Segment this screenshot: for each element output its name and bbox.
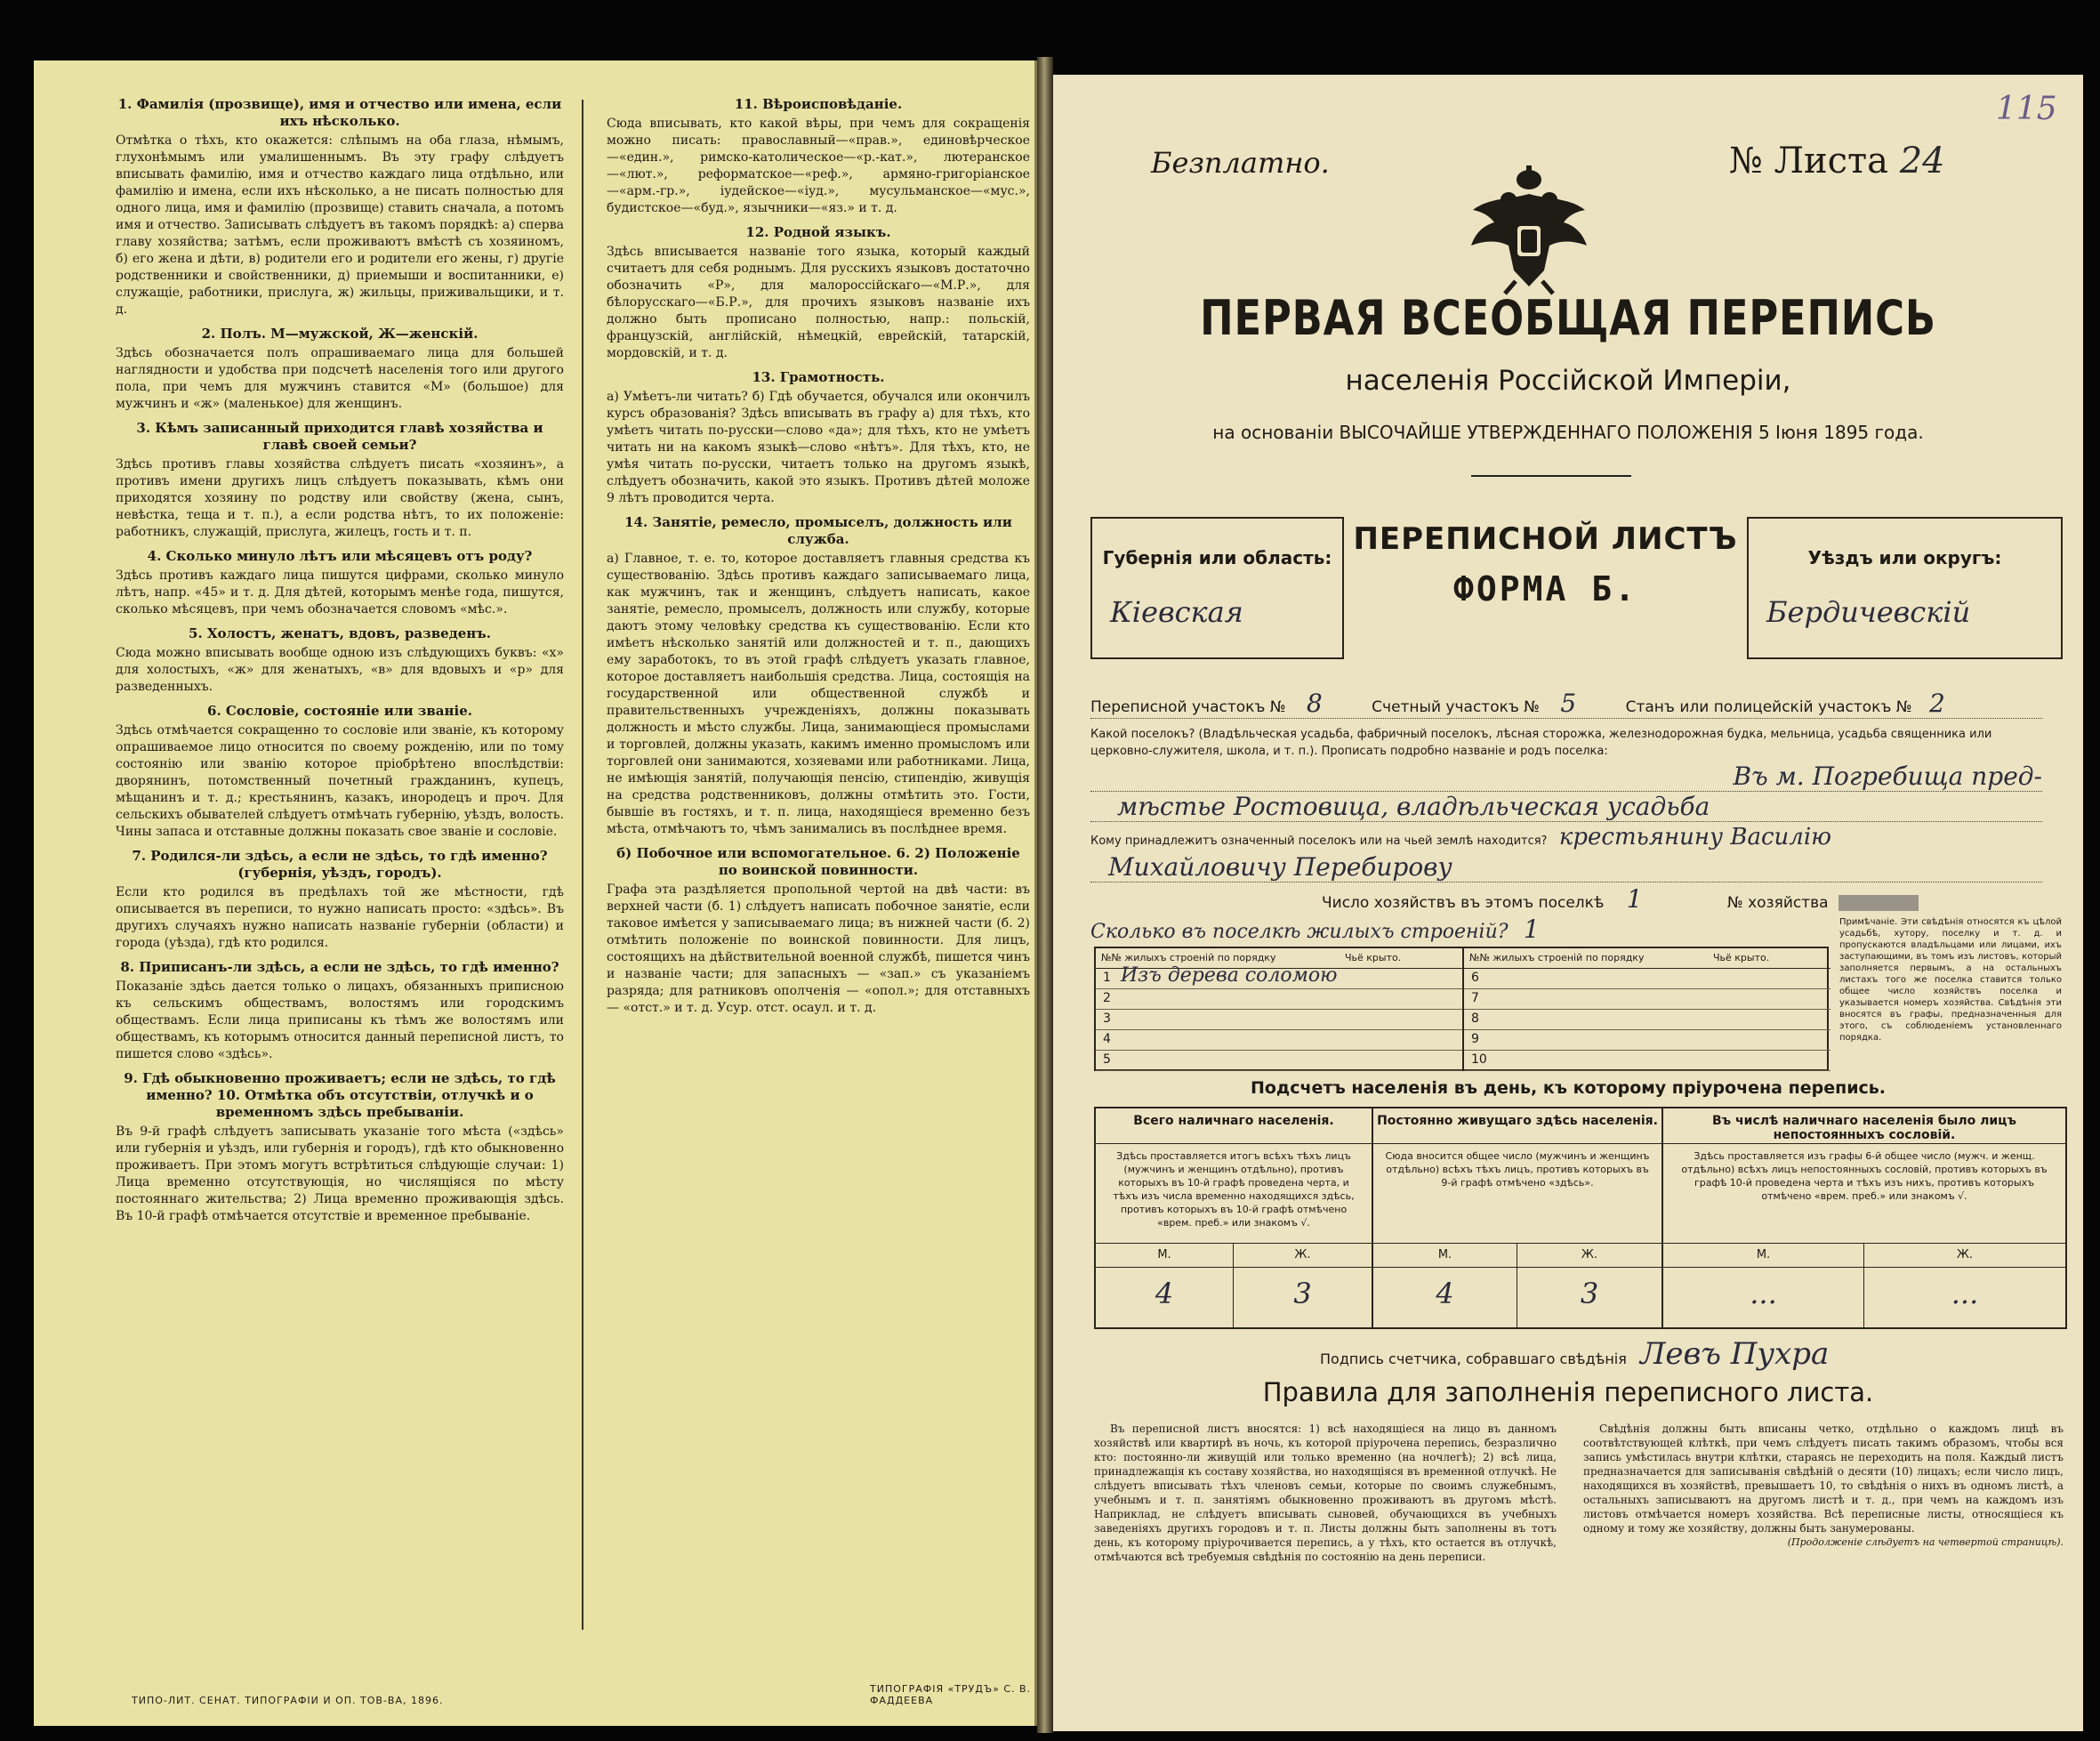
- instruction-section: [116, 625, 564, 696]
- printer-imprint-right: ТИПОГРАФІЯ «ТРУДЪ» С. В. ФАДДЕЕВА: [870, 1683, 1032, 1706]
- free-label: Безплатно.: [1151, 146, 1330, 180]
- building-row: [1096, 1009, 1462, 1030]
- instruction-section: [607, 96, 1030, 217]
- counting-district-label: Счетный участокъ №: [1372, 698, 1540, 716]
- female-count-value[interactable]: ...: [1951, 1277, 1979, 1310]
- archive-pencil-mark: 115: [1996, 91, 2057, 127]
- sheet-number-label: № Листа: [1729, 141, 1888, 181]
- buildings-table: [1094, 947, 1829, 1071]
- gubernia-value[interactable]: Кіевская: [1110, 595, 1243, 629]
- building-row: [1464, 1029, 1830, 1051]
- instruction-heading: 1. Фамилія (прозвище), имя и отчество или имена, если ихъ нѣсколько.: [117, 96, 562, 129]
- buildings-label: Сколько въ поселкѣ жилыхъ строеній?: [1090, 921, 1509, 943]
- building-row: [1096, 1050, 1462, 1071]
- instruction-text: Если кто родился въ предѣлахъ той же мѣстности, гдѣ описывается въ переписи, то нужно написать просто: «здѣсь». Въ другихъ случаяхъ нужно написать названіе губерніи (области) и города (уѣзда), гдѣ кто родился.: [116, 885, 564, 950]
- building-row-number: 5: [1103, 1052, 1111, 1067]
- roof-header-2: Чьё крыто.: [1713, 952, 1770, 963]
- rules-continued-note: (Продолженіе слѣдуетъ на четвертой страницѣ).: [1787, 1536, 2064, 1548]
- male-count-cell: [1373, 1244, 1517, 1329]
- column-divider: [582, 100, 583, 1630]
- population-count-table: [1094, 1107, 2067, 1329]
- instruction-section: [116, 548, 564, 618]
- counting-district-value[interactable]: 5: [1560, 689, 1577, 718]
- instruction-section: [116, 326, 564, 413]
- buildings-note: Примѣчаніе. Эти свѣдѣнія относятся къ цѣлой усадьбѣ, хутору, поселку и т. д. и пропускаются владѣльцами или лицами, ихъ заступающими, въ томъ изъ листовъ, который заполняется первымъ, а на остальныхъ листахъ того же поселка ставится только общее число хозяйствъ поселка и указывается номеръ хозяйства. Свѣдѣнія эти вносятся въ графы, предназначенныя для этого, съ соблюденіемъ установленнаго порядка.: [1839, 917, 2062, 1043]
- male-count-label: М.: [1096, 1244, 1233, 1268]
- instruction-heading: 11. Вѣроисповѣданіе.: [734, 96, 903, 112]
- count-column-header: Всего наличнаго населенія.: [1096, 1108, 1372, 1144]
- settlement-line-2: [1090, 792, 2042, 822]
- signature-label: Подпись счетчика, собравшаго свѣдѣнія: [1320, 1350, 1627, 1367]
- instruction-heading: 7. Родился-ли здѣсь, а если не здѣсь, то гдѣ именно? (губернія, уѣздъ, городъ).: [132, 848, 548, 881]
- building-row-value[interactable]: Изъ дерева соломою: [1121, 964, 1338, 987]
- stan-label: Станъ или полицейскій участокъ №: [1625, 698, 1912, 716]
- instruction-text: Здѣсь противъ главы хозяйства слѣдуетъ писать «хозяинъ», а противъ имени другихъ лицъ слѣдуетъ показывать, кѣмъ они приходятся хозяину по родству или свойству (жена, сынъ, невѣстка, теща и т. п.), а если родства нѣтъ, то их положеніе: работникъ, служащій, прислуга, жилецъ, гость и т. п.: [116, 457, 564, 539]
- instruction-text: а) Умѣетъ-ли читать? б) Гдѣ обучается, обучался или окончилъ курсъ образованія? Здѣсь вписывать въ графу а) для тѣхъ, кто умѣетъ читать по-русски—слово «да»; для тѣхъ, кто не умѣетъ читать ни на какомъ языкѣ—слово «нѣтъ». Для тѣхъ, кто, не умѣя читать по-русски, читаетъ только на другомъ языкѣ, слѣдуетъ обозначить, какой это языкъ. Противъ дѣтей моложе 9 лѣтъ проводится черта.: [607, 390, 1030, 505]
- male-count-cell: [1096, 1244, 1234, 1329]
- female-count-cell: [1234, 1244, 1372, 1329]
- male-count-label: М.: [1663, 1244, 1863, 1268]
- instruction-section: [116, 959, 564, 1063]
- count-column-header: Постоянно живущаго здѣсь населенія.: [1373, 1108, 1661, 1144]
- building-row: [1464, 968, 1830, 989]
- instruction-heading: 2. Полъ. М—мужской, Ж—женскій.: [201, 326, 479, 342]
- instruction-heading: 9. Гдѣ обыкновенно проживаетъ; если не здѣсь, то гдѣ именно? 10. Отмѣтка объ отсутствіи, отлучкѣ и о временномъ здѣсь пребываніи.: [124, 1070, 556, 1120]
- male-count-value[interactable]: 4: [1436, 1277, 1454, 1310]
- count-column-description: Здѣсь проставляется изъ графы 6-й общее число (мужч. и женщ. отдѣльно) всѣхъ лицъ непостоянныхъ сословій, противъ которыхъ въ графѣ 10-й проведена черта и тѣхъ изъ нихъ, противъ которыхъ отмѣчено «врем. преб.» или знакомъ √.: [1663, 1144, 2065, 1244]
- building-row-number: 1: [1103, 971, 1111, 985]
- instruction-section: [116, 420, 564, 541]
- settlement-label: Какой поселокъ? (Владѣльческая усадьба, фабричный поселокъ, лѣсная сторожка, железнодорожная будка, мельница, усадьба священника или церковно-служителя, школа, и т. п.). Прописать подробно названіе и родъ поселка:: [1090, 728, 1992, 758]
- building-row-number: 6: [1471, 971, 1479, 985]
- count-column: [1373, 1108, 1663, 1327]
- instruction-heading: 6. Сословіе, состояніе или званіе.: [207, 703, 472, 719]
- instruction-heading: 12. Родной языкъ.: [745, 224, 891, 240]
- gubernia-label: Губернія или область:: [1102, 547, 1332, 568]
- household-no-redacted: [1839, 895, 1919, 911]
- instruction-text: Сюда вписывать, кто какой вѣры, при чемъ для сокращенія можно писать: православный—«прав.», единовѣрческое—«един.», римско-католическое—«р.-кат.», лютеранское—«лют.», реформатское—«реф.», армяно-григоріанское—«арм.-гр.», іудейское—«іуд.», мусульманское—«мус.», будистское—«буд.», язычники—«яз.» и т. д.: [607, 117, 1030, 215]
- instruction-text: Въ 9-й графѣ слѣдуетъ записывать указаніе того мѣста («здѣсь» или губернія и уѣздъ, или губернія и городъ), гдѣ кто обыкновенно проживаетъ. При этомъ могутъ встрѣтиться слѣдующіе случаи: 1) Лица временно отсутствующія, но числящіяся по мѣсту постояннаго жительства; 2) Лица временно проживающія здѣсь. Въ 10-й графѣ отмѣчается отсутствіе и временное пребываніе.: [116, 1124, 564, 1223]
- instruction-text: Сюда можно вписывать вообще одною изъ слѣдующихъ буквъ: «х» для холостыхъ, «ж» для женатыхъ, «в» для вдовыхъ и «р» для разведенныхъ.: [116, 646, 564, 694]
- building-row-number: 9: [1471, 1032, 1479, 1046]
- uezd-value[interactable]: Бердичевскій: [1766, 595, 1971, 629]
- rules-right-text: Свѣдѣнія должны быть вписаны четко, отдѣльно о каждомъ лицѣ въ соотвѣтствующей клѣткѣ, при чемъ слѣдуетъ писать такимъ образомъ, чтобы вся запись умѣстилась внутри клѣтки, стараясь не переходить на поля. Каждый листъ предназначается для записыванія свѣдѣній о десяти (10) лицахъ; если число лицъ, находящихся въ хозяйствѣ, превышаетъ 10, то свѣдѣнія о нихъ въ одномъ листѣ, а остальныхъ записываютъ на другомъ листѣ и т. д., при чемъ на каждомъ изъ листовъ отмѣчается номеръ хозяйства. Всѣ переписные листы, относящіеся къ одному и тому же хозяйству, должны быть занумерованы.: [1583, 1423, 2064, 1535]
- document-subtitle: населенія Россійской Имперіи,: [1345, 365, 1791, 397]
- instruction-section: [116, 1070, 564, 1225]
- instruction-section: [607, 845, 1030, 1017]
- building-no-header-2: №№ жилыхъ строеній по порядку: [1469, 952, 1645, 963]
- count-column-description: Сюда вносится общее число (мужчинъ и женщинъ отдѣльно) всѣхъ тѣхъ лицъ, противъ которыхъ въ 9-й графѣ отмѣчено «здѣсь».: [1373, 1144, 1661, 1244]
- female-count-cell: [1864, 1244, 2065, 1329]
- instruction-heading: 4. Сколько минуло лѣтъ или мѣсяцевъ отъ роду?: [147, 548, 533, 564]
- instruction-heading: 14. Занятіе, ремесло, промыселъ, должность или служба.: [624, 514, 1012, 547]
- legal-basis: на основаніи ВЫСОЧАЙШЕ УТВЕРЖДЕННАГО ПОЛОЖЕНІЯ 5 Іюня 1895 года.: [1212, 422, 1924, 443]
- instruction-text: Здѣсь противъ каждаго лица пишутся цифрами, сколько минуло лѣтъ, напр. «45» и т. д. Для дѣтей, которымъ менѣе года, пишутся, сколько мѣсяцевъ, при чемъ обозначается словомъ «мѣс.».: [116, 568, 564, 617]
- building-row: [1464, 988, 1830, 1010]
- settlement-value-1[interactable]: Въ м. Погребища пред-: [1733, 762, 2042, 791]
- sheet-number: [1729, 141, 1945, 181]
- building-row: [1464, 1050, 1830, 1071]
- uezd-box: [1747, 517, 2063, 659]
- owner-label: Кому принадлежитъ означенный поселокъ или на чьей землѣ находится?: [1090, 834, 1548, 848]
- instruction-text: Здѣсь вписывается названіе того языка, который каждый считаетъ для себя роднымъ. Для русскихъ языковъ достаточно обозначить «Р», для малороссійскаго—«М.Р.», для бѣлорусскаго—«Б.Р.», для прочихъ языковъ названіе ихъ должно быть прописано полностью, напр.: польскій, французскій, англійскій, нѣмецкій, еврейскій, татарскій, мордовскій, и т. д.: [607, 245, 1030, 360]
- roof-header: Чьё крыто.: [1345, 952, 1402, 963]
- instruction-heading: 3. Кѣмъ записанный приходится главѣ хозяйства и главѣ своей семьи?: [136, 420, 543, 453]
- female-count-label: Ж.: [1234, 1244, 1372, 1268]
- imperial-eagle-icon: [1462, 164, 1596, 297]
- census-district-label: Переписной участокъ №: [1090, 698, 1286, 716]
- instruction-heading: б) Побочное или вспомогательное. 6. 2) Положеніе по воинской повинности.: [616, 845, 1020, 878]
- female-count-value[interactable]: 3: [1293, 1277, 1312, 1310]
- settlement-value-2[interactable]: мѣстье Ростовица, владѣльческая усадьба: [1117, 792, 1710, 821]
- instruction-heading: 8. Приписанъ-ли здѣсь, а если не здѣсь, то гдѣ именно?: [120, 959, 559, 975]
- households-label: Число хозяйствъ въ этомъ поселкѣ: [1322, 894, 1605, 912]
- instruction-section: [116, 96, 564, 318]
- population-count-title: Подсчетъ населенія въ день, къ которому пріурочена перепись.: [1250, 1078, 1887, 1098]
- rules-title: Правила для заполненія переписного листа.: [1262, 1377, 1874, 1407]
- document-title: ПЕРВАЯ ВСЕОБЩАЯ ПЕРЕПИСЬ: [1200, 290, 1936, 346]
- instructions-column-1: [116, 96, 573, 1644]
- instruction-text: Отмѣтка о тѣхъ, кто окажется: слѣпымъ на оба глаза, нѣмымъ, глухонѣмымъ или умалишеннымъ. Въ эту графу слѣдуетъ вписывать фамилію, имя и отчество каждаго лица отдѣльно, или фамилію и имена, если ихъ нѣсколько, а не писать полностью для одного лица, имя и фамилію (прозвище) ставить сначала, а потомъ имя и отчество. Записывать слѣдуетъ въ такомъ порядкѣ: а) сперва главу хозяйства; затѣмъ, если проживаютъ вмѣстѣ съ хозяиномъ, б) его жена и дѣти, в) родители его и родители его жены, г) другіе родственники и свойственники, д) приемыши и воспитанники, е) служащіе, работники, прислуга, ж) жильцы, приживальщики, и т. д.: [116, 133, 564, 317]
- count-column: [1663, 1108, 2065, 1327]
- instruction-text: Показаніе здѣсь дается только о лицахъ, обязанныхъ приписною къ сельскимъ обществамъ, волостямъ или городскимъ обществамъ. Если лица приписаны къ тѣмъ же волостямъ или обществамъ, къ которымъ относится данный переписной листъ, то пишется слово «здѣсь».: [116, 979, 564, 1061]
- title-divider: [1471, 475, 1631, 477]
- count-column-description: Здѣсь проставляется итогъ всѣхъ тѣхъ лицъ (мужчинъ и женщинъ отдѣльно), противъ которыхъ въ 10-й графѣ проведена черта, и тѣхъ изъ числа временно находящихся здѣсь, противъ которыхъ въ 10-й графѣ отмѣчено «врем. преб.» или знакомъ √.: [1096, 1144, 1372, 1244]
- households-line: [1090, 884, 2042, 915]
- instructions-column-2: [592, 96, 1030, 1644]
- district-line: [1090, 689, 2042, 719]
- enumerator-signature-line: [1320, 1336, 2049, 1372]
- form-label: ФОРМА Б.: [1452, 569, 1638, 609]
- sheet-form-header: [1342, 509, 1749, 660]
- owner-line-2: [1090, 852, 2042, 883]
- building-row: [1096, 988, 1462, 1010]
- instruction-text: Графа эта раздѣляется пропольной чертой на двѣ части: въ верхней части (б. 1) слѣдуетъ написать побочное занятіе, если таковое имѣется у записываемаго лица; въ нижней части (б. 2) отмѣтить положеніе по воинской повинности. Для лицъ, состоящихъ на дѣйствительной военной службѣ, пишется чинъ и названіе части; для запасныхъ — «зап.» съ указаніемъ разряда; для ратниковъ ополченія — «опол.»; для отставныхъ — «отст.» и т. д. Усур. отст. осаул. и т. д.: [607, 883, 1030, 1015]
- uezd-label: Уѣздъ или округъ:: [1807, 547, 2002, 568]
- instruction-section: [607, 369, 1030, 507]
- rules-column-right: [1583, 1422, 2064, 1671]
- instruction-section: [607, 224, 1030, 362]
- rules-left-text: Въ переписной листъ вносятся: 1) всѣ находящіеся на лицо въ данномъ хозяйствѣ или квартирѣ въ ночь, къ которой пріурочена перепись, безразлично кто: постоянно-ли живущій или только временно (на ночлегѣ); 2) всѣ лица, принадлежащія къ составу хозяйства, но находящіяся въ временной отлучкѣ. Не слѣдуетъ вписывать тѣхъ членовъ семьи, которые по своимъ служебнымъ, учебнымъ и т. п. занятіямъ обыкновенно проживаютъ въ другомъ мѣстѣ. Наприклад, не слѣдуетъ вписывать сыновей, обучающихся въ учебныхъ заведеніяхъ другихъ городовъ и т. п. Листы должны быть заполнены въ тотъ день, къ которому пріурочивается перепись, а у тѣхъ, кто остается въ отлучкѣ, отмѣчаются всѣ требуемыя свѣдѣнія по состоянію на день переписи.: [1094, 1423, 1557, 1563]
- sheet-number-value: 24: [1899, 141, 1945, 181]
- stan-value[interactable]: 2: [1928, 689, 1945, 718]
- building-row: [1096, 1029, 1462, 1051]
- building-row-number: 2: [1103, 991, 1111, 1005]
- building-row-number: 8: [1471, 1012, 1479, 1026]
- households-value[interactable]: 1: [1626, 884, 1643, 914]
- instruction-heading: 5. Холостъ, женатъ, вдовъ, разведенъ.: [189, 625, 491, 641]
- book-spine: [1037, 57, 1053, 1733]
- building-row-number: 7: [1471, 991, 1479, 1005]
- left-page: [34, 60, 1037, 1726]
- instruction-text: Здѣсь обозначается полъ опрашиваемаго лица для большей наглядности и удобства при подсчетѣ населенія того или другого пола, при чемъ для мужчинъ ставится «М» (большое) для мужчинъ и «ж» (маленькое) для женщинъ.: [116, 346, 564, 411]
- female-count-cell: [1517, 1244, 1661, 1329]
- instruction-heading: 13. Грамотность.: [752, 369, 885, 385]
- female-count-value[interactable]: 3: [1580, 1277, 1599, 1310]
- census-district-value[interactable]: 8: [1306, 689, 1323, 718]
- owner-line: [1090, 824, 2042, 850]
- buildings-value[interactable]: 1: [1523, 915, 1540, 944]
- building-row-number: 3: [1103, 1012, 1111, 1026]
- building-row: [1096, 964, 1462, 989]
- building-row-number: 4: [1103, 1032, 1111, 1046]
- right-page: [1053, 75, 2083, 1731]
- owner-value-2[interactable]: Михайловичу Перебирову: [1108, 852, 1452, 882]
- buildings-table-left: [1096, 948, 1462, 1069]
- census-sheet-title: ПЕРЕПИСНОЙ ЛИСТЪ: [1353, 521, 1738, 557]
- male-count-label: М.: [1373, 1244, 1517, 1268]
- instruction-section: [116, 703, 564, 841]
- male-count-value[interactable]: ...: [1750, 1277, 1777, 1310]
- household-no-label: № хозяйства: [1727, 894, 1829, 912]
- instruction-text: Здѣсь отмѣчается сокращенно то сословіе или званіе, къ которому опрашиваемое лицо относится по своему рожденію, или по тому состоянію или званію которое пріобрѣтено впослѣдствіи: дворянинъ, потомственный почетный гражданинъ, купецъ, мѣщанинъ и т. д.; крестьянинъ, казакъ, инородецъ и проч. Для сельскихъ обывателей слѣдуетъ отмѣчать губернію, уѣздъ, волость. Чины запаса и отставные должны показать свое званіе и сословіе.: [116, 723, 564, 839]
- gubernia-box: [1090, 517, 1344, 659]
- printer-imprint-left: ТИПО-ЛИТ. СЕНАТ. ТИПОГРАФІИ И ОП. ТОВ-ВА, 1896.: [132, 1695, 444, 1706]
- count-column: [1096, 1108, 1373, 1327]
- count-column-header: Въ числѣ наличнаго населенія было лицъ непостоянныхъ сословій.: [1663, 1108, 2065, 1144]
- settlement-line-1: [1090, 762, 2042, 792]
- building-no-header: №№ жилыхъ строеній по порядку: [1101, 952, 1276, 963]
- female-count-label: Ж.: [1517, 1244, 1661, 1268]
- owner-value-1[interactable]: крестьянину Василію: [1558, 824, 1832, 850]
- male-count-cell: [1663, 1244, 1864, 1329]
- female-count-label: Ж.: [1864, 1244, 2065, 1268]
- buildings-table-right: [1464, 948, 1830, 1069]
- instruction-section: [116, 848, 564, 952]
- male-count-value[interactable]: 4: [1155, 1277, 1174, 1310]
- instruction-section: [607, 514, 1030, 838]
- instruction-text: а) Главное, т. е. то, которое доставляетъ главныя средства къ существованію. Здѣсь противъ каждаго записываемаго лица, как мужчинъ, так и женщинъ, слѣдуетъ написать, какое занятіе, ремесло, промыселъ, должность или службу, которые даютъ этому человѣку средства къ существованію. Если кто имѣетъ нѣсколько занятій или должностей и т. п., дающихъ ему заработокъ, то въ этой графѣ слѣдуетъ указать главное, которое доставляетъ наибольшія средства. Лица, состоящія на государственной или общественной службѣ и правительственныхъ учрежденіяхъ, должны показывать должность и мѣсто службы. Лица, занимающіеся промыслами и торговлей, должны указать, какимъ именно промысломъ или торговлей они занимаются, хозяевами или работниками. Лица, не имѣющія занятій, получающія пенсію, стипендію, живущія на средства родственниковъ, должны отмѣтить это. Гости, бывшіе въ гостяхъ, и т. п. лица, находящіеся временно безъ мѣста, отмѣчаютъ то, чѣмъ занимались въ послѣднее время.: [607, 552, 1030, 836]
- signature-value: Левъ Пухра: [1639, 1336, 1830, 1372]
- building-row-number: 10: [1471, 1052, 1487, 1067]
- rules-column-left: [1094, 1422, 1557, 1671]
- building-row: [1464, 1009, 1830, 1030]
